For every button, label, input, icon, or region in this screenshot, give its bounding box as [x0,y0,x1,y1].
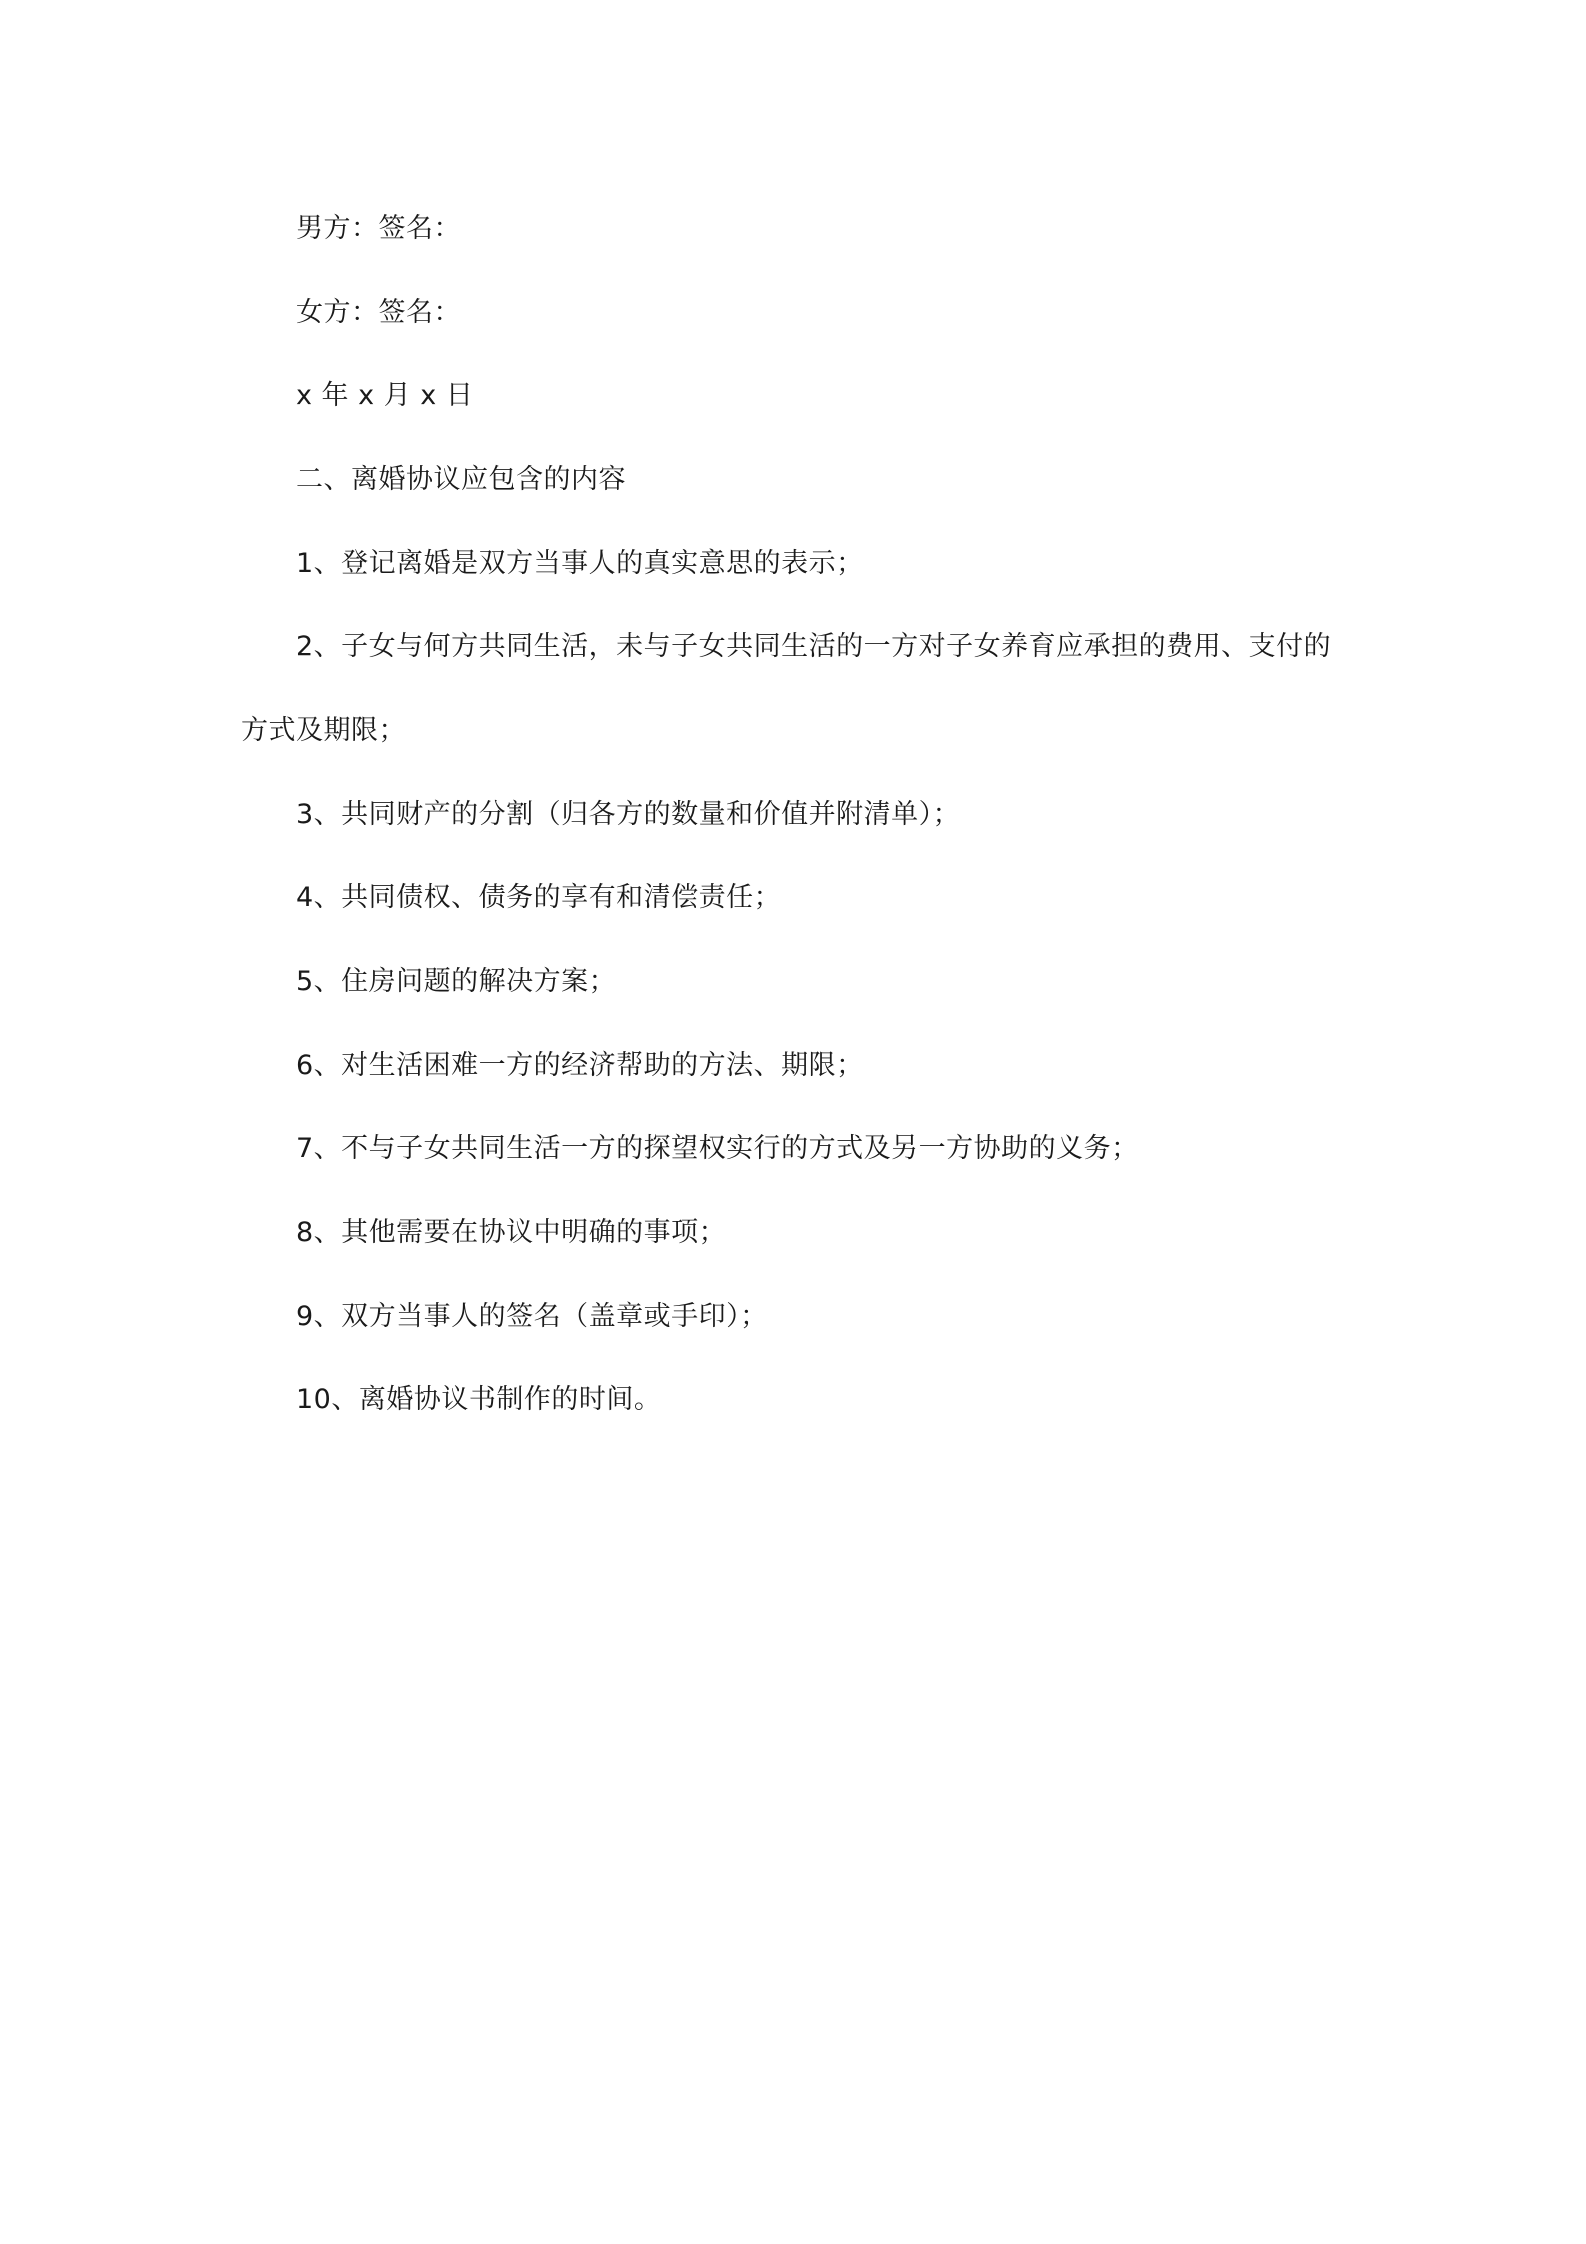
list-item: 5、住房问题的解决方案； [296,966,617,997]
section-heading: 二、离婚协议应包含的内容 [296,464,626,495]
date-line: x 年 x 月 x 日 [296,380,474,411]
female-signature-line: 女方：签名： [296,297,461,328]
list-item: 4、共同债权、债务的享有和清偿责任； [296,882,782,913]
list-item: 3、共同财产的分割（归各方的数量和价值并附清单）； [296,799,961,830]
list-item: 8、其他需要在协议中明确的事项； [296,1217,727,1248]
male-signature-line: 男方：签名： [296,213,461,244]
list-item: 9、双方当事人的签名（盖章或手印）； [296,1301,768,1332]
list-item: 7、不与子女共同生活一方的探望权实行的方式及另一方协助的义务； [296,1133,1139,1164]
list-item: 10、离婚协议书制作的时间。 [296,1384,662,1415]
list-item: 1、登记离婚是双方当事人的真实意思的表示； [296,548,864,579]
list-item: 6、对生活困难一方的经济帮助的方法、期限； [296,1050,864,1081]
list-item-continuation: 方式及期限； [241,715,406,746]
list-item: 2、子女与何方共同生活，未与子女共同生活的一方对子女养育应承担的费用、支付的 [296,631,1332,662]
